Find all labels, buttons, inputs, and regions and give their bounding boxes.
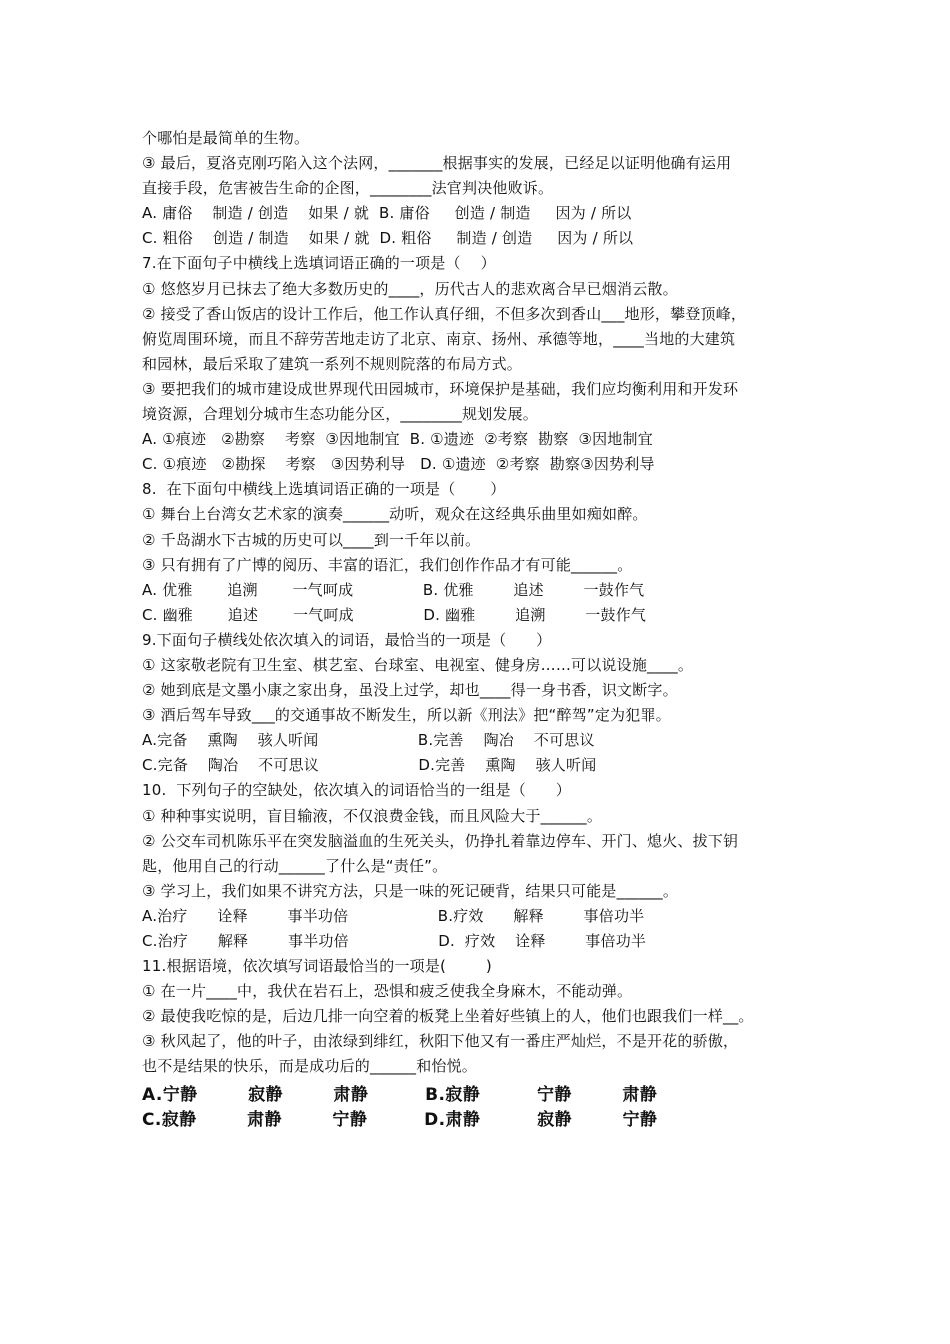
text-line: ③ 学习上，我们如果不讲究方法，只是一味的死记硬背，结果只可能是______。 bbox=[142, 881, 679, 900]
text-line: ② 公交车司机陈乐平在突发脑溢血的生死关头，仍挣扎着靠边停车、开门、熄火、拔下钥 bbox=[142, 831, 739, 850]
text-line: ③ 秋风起了，他的叶子，由浓绿到绯红，秋阳下他又有一番庄严灿烂，不是开花的骄傲， bbox=[142, 1032, 739, 1051]
text-line: ③ 最后，夏洛克刚巧陷入这个法网，_______根据事实的发展，已经足以证明他确有运用 bbox=[142, 154, 732, 173]
text-line: ① 在一片____中，我伏在岩石上，恐惧和疲乏使我全身麻木，不能动弹。 bbox=[142, 982, 633, 1001]
question-7-stem: 7.在下面句子中横线上选填词语正确的一项是（ ） bbox=[142, 254, 496, 273]
text-line: ③ 只有拥有了广博的阅历、丰富的语汇，我们创作作品才有可能______。 bbox=[142, 555, 633, 574]
answer-options: A. 庸俗 制造 / 创造 如果 / 就 B. 庸俗 创造 / 制造 因为 / 所以 bbox=[142, 204, 632, 223]
answer-options: A. ①痕迹 ②勘察 考察 ③因地制宜 B. ①遗迹 ②考察 勘察 ③因地制宜 bbox=[142, 430, 653, 449]
text-line: 个哪怕是最简单的生物。 bbox=[142, 129, 310, 147]
text-line: ② 最使我吃惊的是，后边几排一向空着的板凳上坐着好些镇上的人，他们也跟我们一样__。 bbox=[142, 1007, 754, 1026]
answer-options-bold: A.宁静 寂静 肃静 B.寂静 宁静 肃静 bbox=[142, 1084, 658, 1105]
text-line: 直接手段，危害被告生命的企图，________法官判决他败诉。 bbox=[142, 179, 554, 198]
question-8-stem: 8. 在下面句中横线上选填词语正确的一项是（ ） bbox=[142, 480, 506, 499]
answer-options: C. ①痕迹 ②勘探 考察 ③因势利导 D. ①遗迹 ②考察 勘察③因势利导 bbox=[142, 455, 655, 474]
answer-options: C. 幽雅 追述 一气呵成 D. 幽雅 追溯 一鼓作气 bbox=[142, 605, 647, 624]
text-line: 匙，他用自己的行动______了什么是“责任”。 bbox=[142, 856, 448, 875]
text-line: ② 千岛湖水下古城的历史可以____到一千年以前。 bbox=[142, 530, 481, 549]
text-line: 和园林，最后采取了建筑一系列不规则院落的布局方式。 bbox=[142, 354, 523, 373]
text-line: ① 舞台上台湾女艺术家的演奏______动听，观众在这经典乐曲里如痴如醉。 bbox=[142, 505, 648, 524]
text-line: ① 种种事实说明，盲目输液，不仅浪费金钱，而且风险大于______。 bbox=[142, 806, 603, 825]
text-line: ② 接受了香山饭店的设计工作后，他工作认真仔细，不但多次到香山___地形，攀登顶峰， bbox=[142, 304, 747, 323]
answer-options: A. 优雅 追溯 一气呵成 B. 优雅 追述 一鼓作气 bbox=[142, 580, 645, 599]
text-line: 俯览周围环境，而且不辞劳苦地走访了北京、南京、扬州、承德等地，____当地的大建筑 bbox=[142, 329, 736, 348]
text-line: ① 悠悠岁月已抹去了绝大多数历史的____，历代古人的悲欢离合早已烟消云散。 bbox=[142, 279, 678, 298]
text-line: ③ 酒后驾车导致___的交通事故不断发生，所以新《刑法》把“醉驾”定为犯罪。 bbox=[142, 706, 671, 725]
text-line: 境资源，合理划分城市生态功能分区，________规划发展。 bbox=[142, 405, 539, 424]
question-11-stem: 11.根据语境，依次填写词语最恰当的一项是( ) bbox=[142, 957, 492, 976]
text-line: ② 她到底是文墨小康之家出身，虽没上过学，却也____得一身书香，识文断字。 bbox=[142, 681, 678, 700]
question-text-block bbox=[142, 126, 822, 1133]
answer-options: C. 粗俗 创造 / 制造 如果 / 就 D. 粗俗 制造 / 创造 因为 / 所以 bbox=[142, 229, 634, 248]
question-9-stem: 9.下面句子横线处依次填入的词语，最恰当的一项是（ ） bbox=[142, 630, 552, 649]
text-line: ③ 要把我们的城市建设成世界现代田园城市，环境保护是基础，我们应均衡利用和开发环 bbox=[142, 379, 739, 398]
answer-options: A.完备 熏陶 骇人听闻 B.完善 陶冶 不可思议 bbox=[142, 731, 595, 750]
question-10-stem: 10. 下列句子的空缺处，依次填入的词语恰当的一组是（ ） bbox=[142, 781, 572, 800]
text-line: 也不是结果的快乐，而是成功后的______和怡悦。 bbox=[142, 1057, 478, 1076]
answer-options: A.治疗 诠释 事半功倍 B.疗效 解释 事倍功半 bbox=[142, 906, 645, 925]
text-line: ① 这家敬老院有卫生室、棋艺室、台球室、电视室、健身房……可以说设施____。 bbox=[142, 655, 694, 674]
answer-options-bold: C.寂静 肃静 宁静 D.肃静 寂静 宁静 bbox=[142, 1109, 658, 1130]
answer-options: C.完备 陶冶 不可思议 D.完善 熏陶 骇人听闻 bbox=[142, 756, 597, 775]
answer-options: C.治疗 解释 事半功倍 D. 疗效 诠释 事倍功半 bbox=[142, 932, 647, 950]
